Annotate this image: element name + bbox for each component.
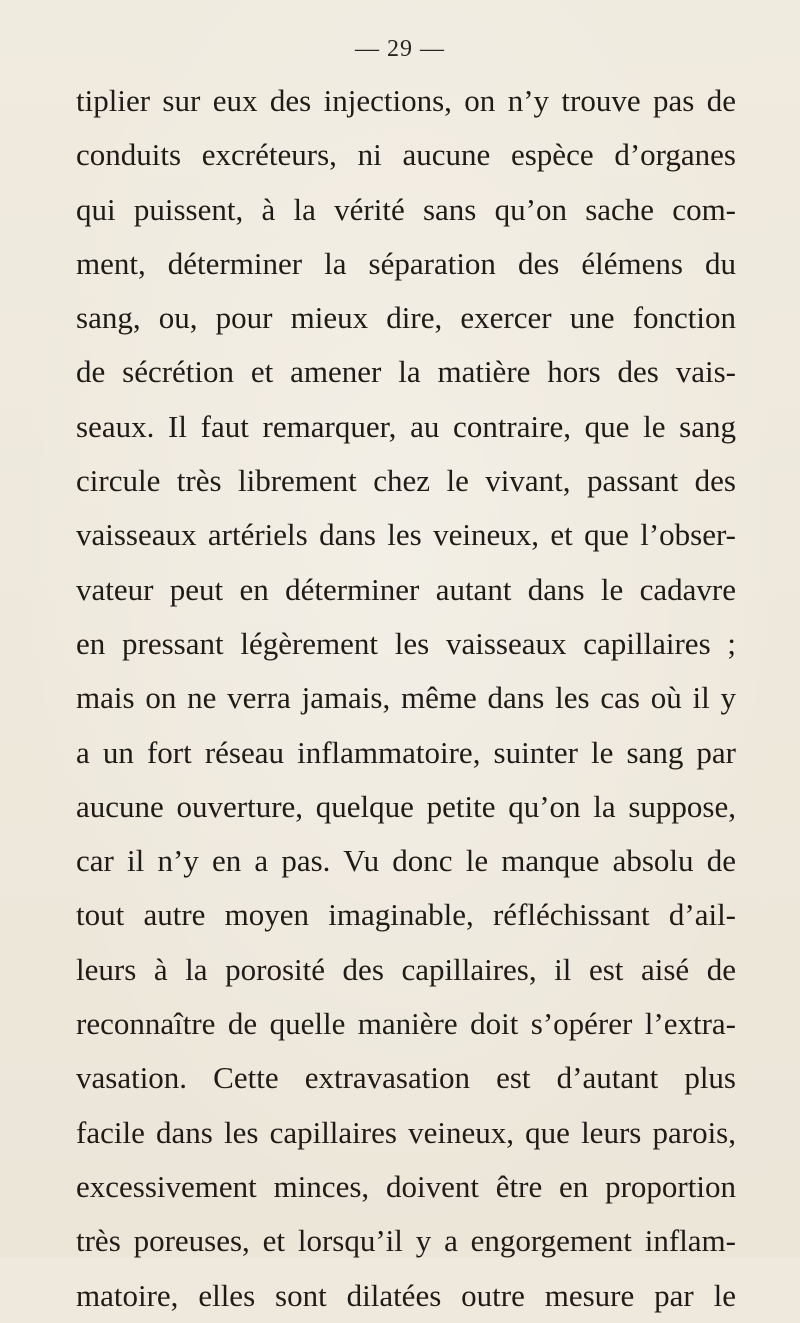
page-number: — 29 — (355, 36, 445, 62)
text-line: excessivement minces, doivent être en proportion (76, 1168, 736, 1204)
text-line: reconnaître de quelle manière doit s’opérer l’extra- (76, 1006, 736, 1042)
body-text (76, 74, 736, 1323)
text-line: très poreuses, et lorsqu’il y a engorgement inflam- (76, 1223, 736, 1259)
text-line: aucune ouverture, quelque petite qu’on la suppose, (76, 788, 736, 824)
text-line: seaux. Il faut remarquer, au contraire, que le sang (76, 408, 736, 444)
text-line: vaisseaux artériels dans les veineux, et que l’obser- (76, 517, 736, 553)
text-line: facile dans les capillaires veineux, que leurs parois, (76, 1114, 736, 1150)
text-line: mais on ne verra jamais, même dans les cas où il y (76, 680, 736, 716)
text-line: de sécrétion et amener la matière hors des vais- (76, 354, 736, 390)
text-line: tout autre moyen imaginable, réfléchissant d’ail- (76, 897, 736, 933)
text-line: circule très librement chez le vivant, passant des (76, 463, 736, 499)
text-line: vateur peut en déterminer autant dans le cadavre (76, 571, 736, 607)
text-line: tiplier sur eux des injections, on n’y trouve pas de (76, 83, 736, 118)
text-line: qui puissent, à la vérité sans qu’on sache com- (76, 191, 736, 227)
text-line: en pressant légèrement les vaisseaux capillaires ; (76, 625, 736, 661)
text-line: vasation. Cette extravasation est d’autant plus (76, 1060, 736, 1096)
text-line: matoire, elles sont dilatées outre mesure par le (76, 1277, 736, 1313)
text-line: leurs à la porosité des capillaires, il est aisé de (76, 951, 736, 987)
text-line: car il n’y en a pas. Vu donc le manque absolu de (76, 843, 736, 879)
text-line: a un fort réseau inflammatoire, suinter le sang par (76, 734, 736, 770)
text-line: conduits excréteurs, ni aucune espèce d’organes (76, 137, 736, 173)
text-line: ment, déterminer la séparation des élémens du (76, 245, 736, 281)
text-line: sang, ou, pour mieux dire, exercer une fonction (76, 300, 736, 336)
